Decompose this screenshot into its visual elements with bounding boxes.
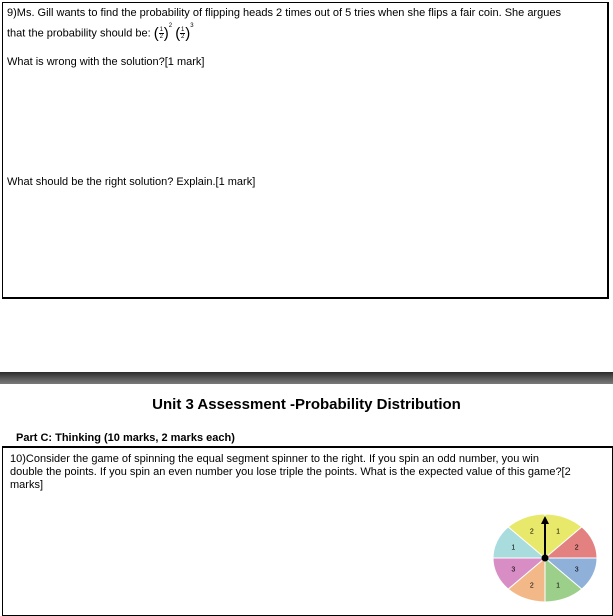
- spinner-segment-label: 3: [574, 566, 579, 574]
- unit-title: Unit 3 Assessment -Probability Distribution: [152, 396, 461, 413]
- spinner-segment-label: 3: [511, 566, 516, 574]
- section-divider: [0, 372, 613, 384]
- fraction-one-half: $\frac{1}{2}$: [159, 27, 163, 40]
- spinner-segment-label: 1: [511, 544, 516, 552]
- spinner-segment-label: 2: [574, 544, 579, 552]
- exponent-2: 2: [168, 23, 173, 29]
- part-c-heading: Part C: Thinking (10 marks, 2 marks each): [16, 432, 235, 444]
- spinner-segment-label: 2: [529, 582, 534, 590]
- question9-prompt-wrong: What is wrong with the solution?[1 mark]: [7, 56, 205, 68]
- exponent-3: 3: [190, 23, 194, 29]
- fraction-one-half-2: $\frac{1}{2}$: [181, 27, 185, 40]
- spinner-segment-label: 1: [556, 528, 561, 536]
- question9-prompt-right: What should be the right solution? Explain.[1 mark]: [7, 176, 256, 188]
- spinner-diagram: [490, 512, 600, 604]
- question9-intro: 9)Ms. Gill wants to find the probability of flipping heads 2 times out of 5 tries when she flips a fair coin. She argues: [7, 7, 561, 19]
- spinner-hub: [542, 555, 549, 562]
- spinner-segment-label: 1: [556, 582, 561, 590]
- question9-formula-lead: that the probability should be:: [7, 27, 151, 40]
- spinner-segment-label: 2: [529, 528, 534, 536]
- question9-formula-line: that the probability should be: ( $\frac{1}{2}$ )$^2$ ( $\frac{1}{2}$ )$^3$: [7, 23, 194, 42]
- question9-answer-box: [2, 2, 609, 299]
- question10-text: 10)Consider the game of spinning the equal segment spinner to the right. If you spin an odd number, you win double the points. If you spin an even number you lose triple the points. What is the expected value of this game?[2 marks]: [10, 453, 571, 491]
